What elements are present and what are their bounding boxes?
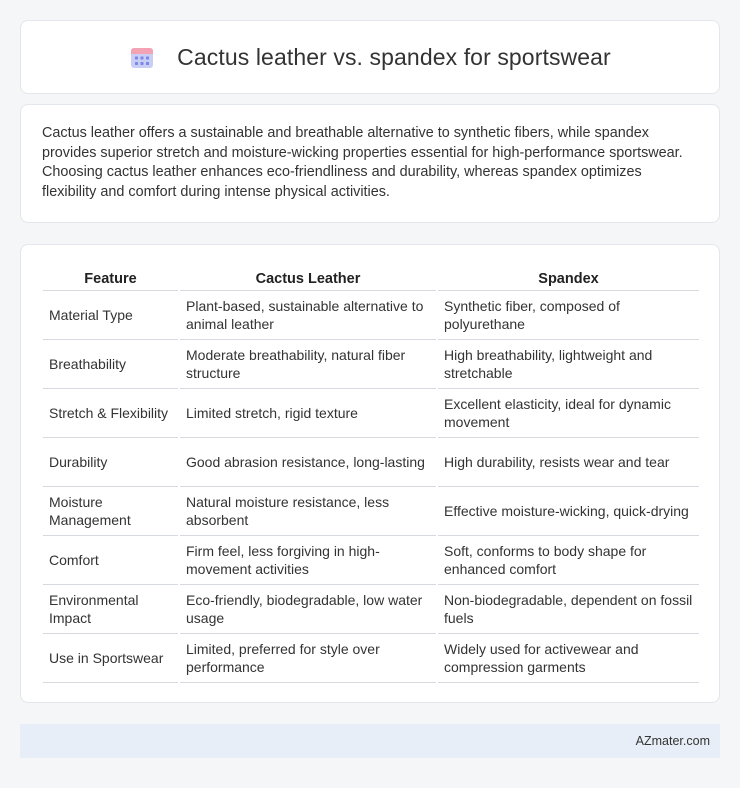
header-cactus-leather: Cactus Leather (180, 265, 436, 291)
spandex-cell: Non-biodegradable, dependent on fossil fuels (438, 585, 699, 634)
cactus-cell: Firm feel, less forgiving in high-movement activities (180, 536, 436, 585)
table-row (43, 634, 699, 683)
spandex-cell: Widely used for activewear and compression garments (438, 634, 699, 683)
title-card (20, 20, 720, 94)
feature-cell: Use in Sportswear (43, 634, 178, 683)
page-title: Cactus leather vs. spandex for sportswear (177, 43, 611, 70)
cactus-cell: Eco-friendly, biodegradable, low water usage (180, 585, 436, 634)
feature-cell: Stretch & Flexibility (43, 389, 178, 438)
cactus-cell: Moderate breathability, natural fiber structure (180, 340, 436, 389)
table-header-row (43, 265, 699, 291)
table-row (43, 438, 699, 487)
title-wrap (129, 44, 611, 71)
spandex-cell: Effective moisture-wicking, quick-drying (438, 487, 699, 536)
spandex-cell: Excellent elasticity, ideal for dynamic movement (438, 389, 699, 438)
summary-card (20, 104, 720, 223)
summary-text: Cactus leather offers a sustainable and breathable alternative to synthetic fibers, while spandex provides superior stretch and moisture-wicking properties essential for high-performance sportswear. Choosing cactus leather enhances eco-friendliness and durability, whereas spandex optimizes flexibility and comfort during intense physical activities. (42, 125, 683, 200)
cactus-cell: Limited stretch, rigid texture (180, 389, 436, 438)
footer-site-label: AZmater.com (635, 734, 710, 748)
comparison-card (20, 244, 720, 703)
calendar-grid-icon (129, 44, 155, 70)
table-row (43, 291, 699, 340)
spandex-cell: High durability, resists wear and tear (438, 438, 699, 487)
cactus-cell: Natural moisture resistance, less absorbent (180, 487, 436, 536)
cactus-cell: Good abrasion resistance, long-lasting (180, 438, 436, 487)
comparison-table (41, 265, 701, 683)
table-row (43, 389, 699, 438)
header-feature: Feature (43, 265, 178, 291)
footer-bar (20, 724, 720, 758)
spandex-cell: Synthetic fiber, composed of polyurethane (438, 291, 699, 340)
cactus-cell: Plant-based, sustainable alternative to animal leather (180, 291, 436, 340)
header-spandex: Spandex (438, 265, 699, 291)
feature-cell: Breathability (43, 340, 178, 389)
spandex-cell: Soft, conforms to body shape for enhanced comfort (438, 536, 699, 585)
table-row (43, 585, 699, 634)
table-row (43, 340, 699, 389)
feature-cell: Comfort (43, 536, 178, 585)
spandex-cell: High breathability, lightweight and stretchable (438, 340, 699, 389)
feature-cell: Environmental Impact (43, 585, 178, 634)
cactus-cell: Limited, preferred for style over performance (180, 634, 436, 683)
table-row (43, 536, 699, 585)
feature-cell: Material Type (43, 291, 178, 340)
feature-cell: Durability (43, 438, 178, 487)
feature-cell: Moisture Management (43, 487, 178, 536)
table-row (43, 487, 699, 536)
